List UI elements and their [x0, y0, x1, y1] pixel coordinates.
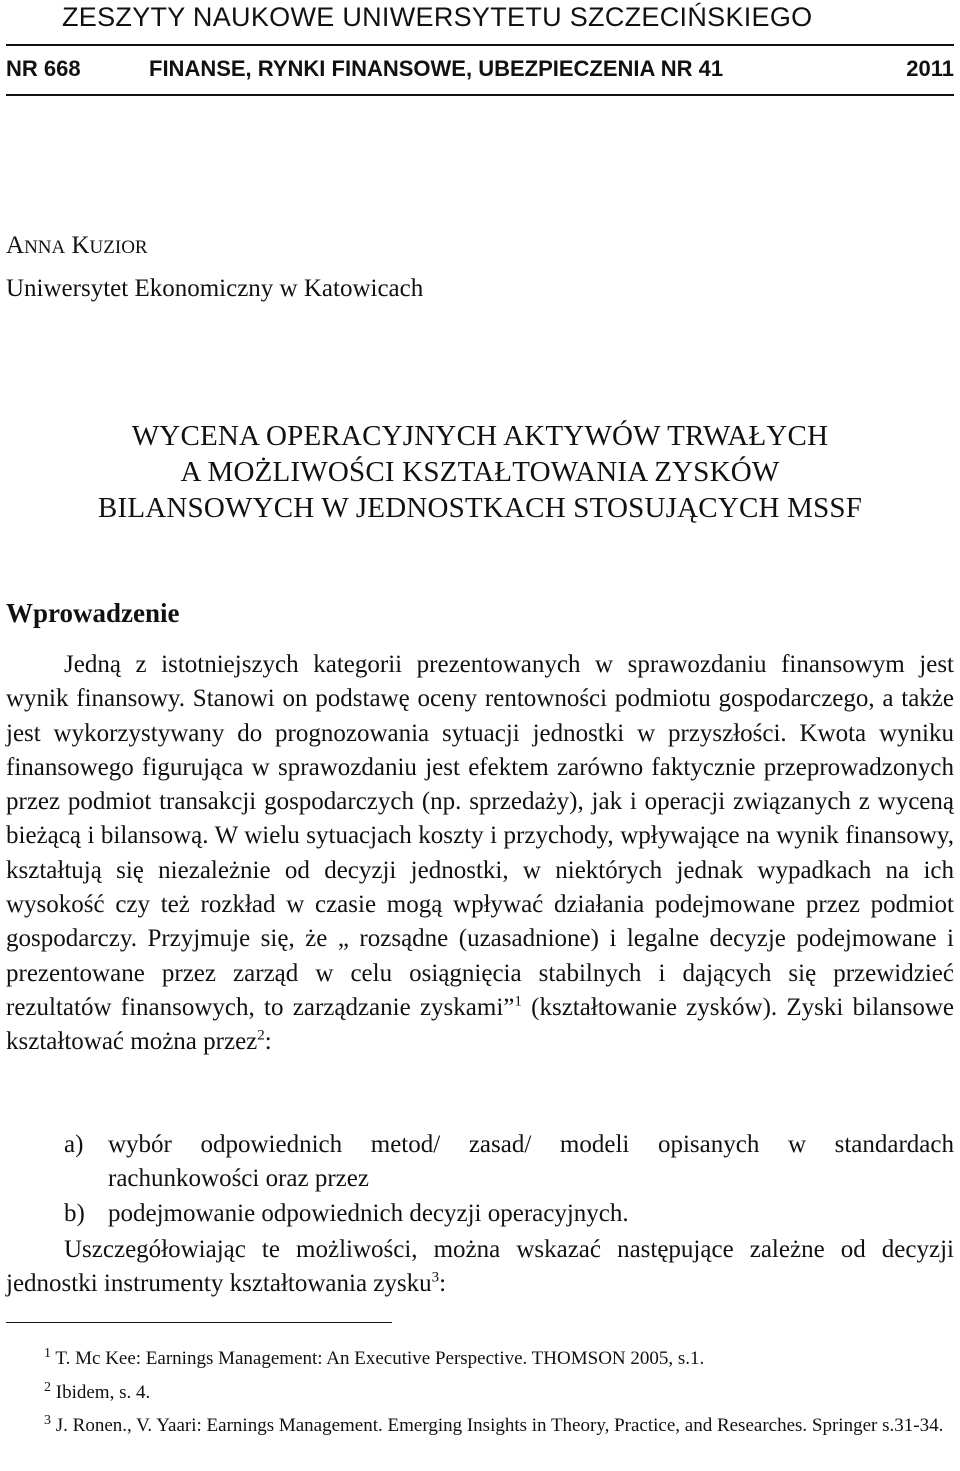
author-name — [6, 232, 148, 260]
footnote-2 — [6, 1379, 954, 1407]
footnote-text: Ibidem, s. 4. — [55, 1382, 151, 1403]
section-heading: Wprowadzenie — [6, 598, 180, 628]
footnote-number: 1 — [44, 1345, 51, 1361]
footnote-number: 3 — [44, 1412, 51, 1428]
footnote-number: 2 — [44, 1379, 51, 1395]
footnote-separator — [6, 1322, 392, 1323]
author-last-initial: K — [71, 232, 90, 259]
issue-line — [6, 56, 954, 90]
journal-title: ZESZYTY NAUKOWE UNIWERSYTETU SZCZECIŃSKIEGO — [62, 2, 813, 32]
para1-text-b: (kształtowanie zysków). Zyski bilansowe kształtować można przez — [6, 993, 954, 1056]
para1-text-c: : — [264, 1028, 272, 1056]
list-marker: a) — [64, 1131, 84, 1158]
list-item-text: wybór odpowiednich metod/ zasad/ modeli opisanych w standardach rachunkowości oraz przez — [108, 1131, 954, 1192]
footnote-text: T. Mc Kee: Earnings Management: An Executive Perspective. THOMSON 2005, s.1. — [55, 1348, 705, 1369]
author-first-rest: NNA — [24, 237, 66, 258]
body-paragraph-2 — [6, 1233, 954, 1302]
issue-year: 2011 — [906, 56, 954, 81]
header-rule-top — [6, 44, 954, 46]
footnote-ref-3[interactable]: 3 — [431, 1269, 440, 1286]
author-affiliation: Uniwersytet Ekonomiczny w Katowicach — [6, 275, 424, 302]
footnote-ref-2[interactable]: 2 — [257, 1027, 265, 1044]
author-first-initial: A — [6, 232, 25, 259]
para2-text-a: Uszczegółowiając te możliwości, można wskazać następujące zależne od decyzji jednostki instrumenty kształtowania zysku — [6, 1236, 954, 1298]
list-marker: b) — [64, 1200, 85, 1227]
article-title-line-1: WYCENA OPERACYJNYCH AKTYWÓW TRWAŁYCH — [131, 420, 829, 452]
header-rule-bottom — [6, 94, 954, 96]
author-last-rest: UZIOR — [89, 237, 148, 258]
footnote-ref-1[interactable]: 1 — [514, 993, 522, 1010]
footnote-3 — [6, 1412, 954, 1440]
para1-text-a: Jedną z istotniejszych kategorii prezentowanych w sprawozdaniu finansowym jest wynik finansowy. Stanowi on podstawę oceny rentowności podmiotu gospodarczego, a także jest wykorzystywany do prognozowania sytuacji jednostki w przyszłości. Kwota wyniku finansowego figurująca w sprawozdaniu jest efektem zarówno faktycznie przeprowadzonych przez podmiot transakcji gospodarczych (np. sprzedaży), jak i operacji związanych z wyceną bieżącą i bilansową. W wielu sytuacjach koszty i przychody, wpływające na wynik finansowy, kształtują się niezależnie od decyzji jednostki, w niektórych jednak wypadkach na ich wysokość czy też rozkład w czasie mogą wpływać działania podejmowane przez podmiot gospodarczy. Przyjmuje się, że „ rozsądne (uzasadnione) i legalne decyzje podejmowane i prezentowane przez zarząd w celu osiągnięcia stabilnych i dających się przewidzieć rezultatów finansowych, to zarządzanie zyskami” — [6, 651, 954, 1021]
footnote-1 — [6, 1345, 954, 1373]
article-title-line-3: BILANSOWYCH W JEDNOSTKACH STOSUJĄCYCH MSSF — [97, 492, 863, 524]
series-name: FINANSE, RYNKI FINANSOWE, UBEZPIECZENIA NR 41 — [149, 56, 724, 81]
footnote-text: J. Ronen., V. Yaari: Earnings Management. Emerging Insights in Theory, Practice, and Researches. Springer s.31-34. — [55, 1415, 944, 1436]
para2-text-b: : — [439, 1270, 447, 1298]
issue-number: NR 668 — [6, 56, 81, 81]
list-item-text: podejmowanie odpowiednich decyzji operacyjnych. — [108, 1200, 629, 1227]
body-paragraph-1 — [6, 648, 954, 1060]
article-title-line-2: A MOŻLIWOŚCI KSZTAŁTOWANIA ZYSKÓW — [180, 456, 780, 488]
